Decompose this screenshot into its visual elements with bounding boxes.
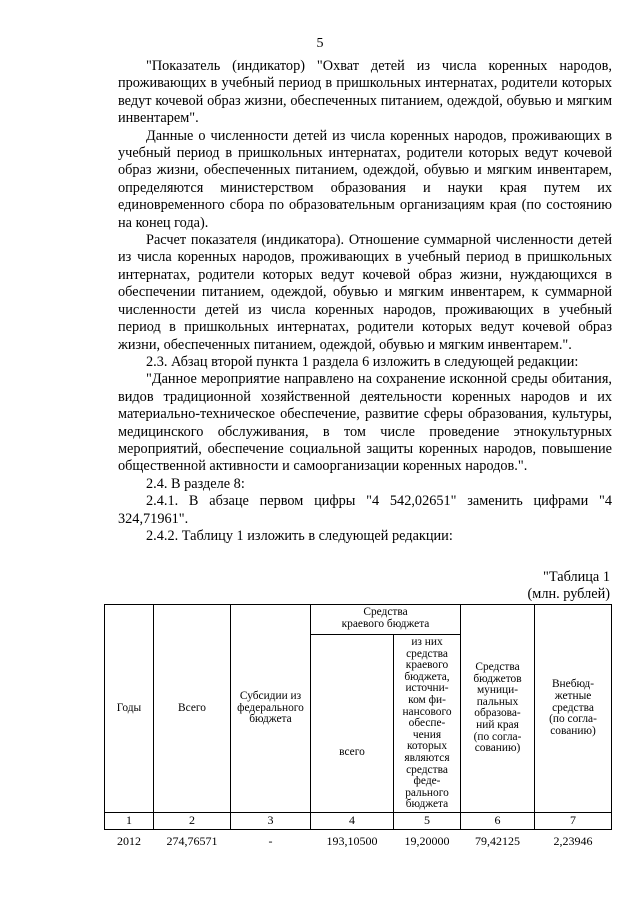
paragraph-indicator-title: "Показатель (индикатор) "Охват детей из числа коренных народов, проживающих в учебный период в пришкольных интернатах, родители которых ведут кочевой образ жизни, обеспеченных питанием, одеждой, обувью и мягким инвентарем". <box>118 58 612 127</box>
header-years: Годы <box>105 605 154 813</box>
table-caption: "Таблица 1 <box>543 569 610 585</box>
header-total: Всего <box>154 605 231 813</box>
header-federal-subsidies: Субсидии из федерального бюджета <box>231 605 311 813</box>
header-regional-budget: Средства краевого бюджета <box>311 605 461 635</box>
column-number: 2 <box>154 812 231 829</box>
column-number: 1 <box>105 812 154 829</box>
cell-year: 2012 <box>117 833 141 848</box>
column-number: 5 <box>394 812 461 829</box>
funding-table <box>104 604 612 849</box>
header-municipal: Средства бюджетов муници- пальных образова- ний края (по согла- сованию) <box>461 605 535 813</box>
table-units: (млн. рублей) <box>527 586 610 602</box>
column-number: 7 <box>535 812 612 829</box>
cell-regional-total: 193,10500 <box>326 833 378 848</box>
cell-extrabudgetary: 2,23946 <box>553 833 593 848</box>
header-regional-total: всего <box>311 635 394 813</box>
paragraph-item-2-4: 2.4. В разделе 8: <box>146 475 245 492</box>
column-number: 3 <box>231 812 311 829</box>
table-row <box>105 829 612 848</box>
paragraph-item-2-4-2: 2.4.2. Таблицу 1 изложить в следующей редакции: <box>146 527 453 544</box>
header-regional-federal-source: из них средства краевого бюджета, источни- ком фи- нансового обеспе- чения которых являются средства феде- рального бюджета <box>394 635 461 813</box>
paragraph-calculation: Расчет показателя (индикатора). Отношение суммарной численности детей из числа коренных народов, проживающих в учебный период в пришкольных интернатах, родители которых ведут кочевой образ жизни, нуждающихся в обеспечении питанием, одеждой, обувью и мягким инвентарем, к суммарной численности детей из числа коренных народов, проживающих в учебный период в пришкольных интернатах, родители которых ведут кочевой образ жизни, обеспеченных питанием, одеждой, обувью и мягким инвентарем.". <box>118 232 612 353</box>
paragraph-measure-description: "Данное мероприятие направлено на сохранение исконной среды обитания, видов традиционной хозяйственной деятельности коренных народов и их материально-техническое обеспечение, развитие сферы образования, культуры, медицинского обслуживания, в том числе проведение этнокультурных мероприятий, обеспечение социальной защиты коренных народов, повышение общественной активности и самоорганизации коренных народов.". <box>118 371 612 475</box>
paragraph-data-source: Данные о численности детей из числа коренных народов, проживающих в учебный период в пришкольных интернатах, родители которых ведут кочевой образ жизни, обеспеченных питанием, одеждой, обувью и мягким инвентарем, определяются министерством образования и науки края путем их единовременного сбора по образовательным организациям края (по состоянию на конец года). <box>118 127 612 231</box>
header-extrabudgetary: Внебюд- жетные средства (по согла- сованию) <box>535 605 612 813</box>
cell-regional-federal-source: 19,20000 <box>404 833 450 848</box>
cell-total: 274,76571 <box>166 833 218 848</box>
cell-municipal: 79,42125 <box>475 833 520 848</box>
page-number: 5 <box>316 36 324 51</box>
document-body <box>118 58 612 545</box>
paragraph-item-2-4-1: 2.4.1. В абзаце первом цифры "4 542,02651" заменить цифрами "4 324,71961". <box>118 493 612 527</box>
paragraph-item-2-3: 2.3. Абзац второй пункта 1 раздела 6 изложить в следующей редакции: <box>146 353 579 370</box>
column-number: 6 <box>461 812 535 829</box>
cell-federal-subsidies: - <box>268 833 273 848</box>
column-number-row <box>105 812 612 829</box>
column-number: 4 <box>311 812 394 829</box>
